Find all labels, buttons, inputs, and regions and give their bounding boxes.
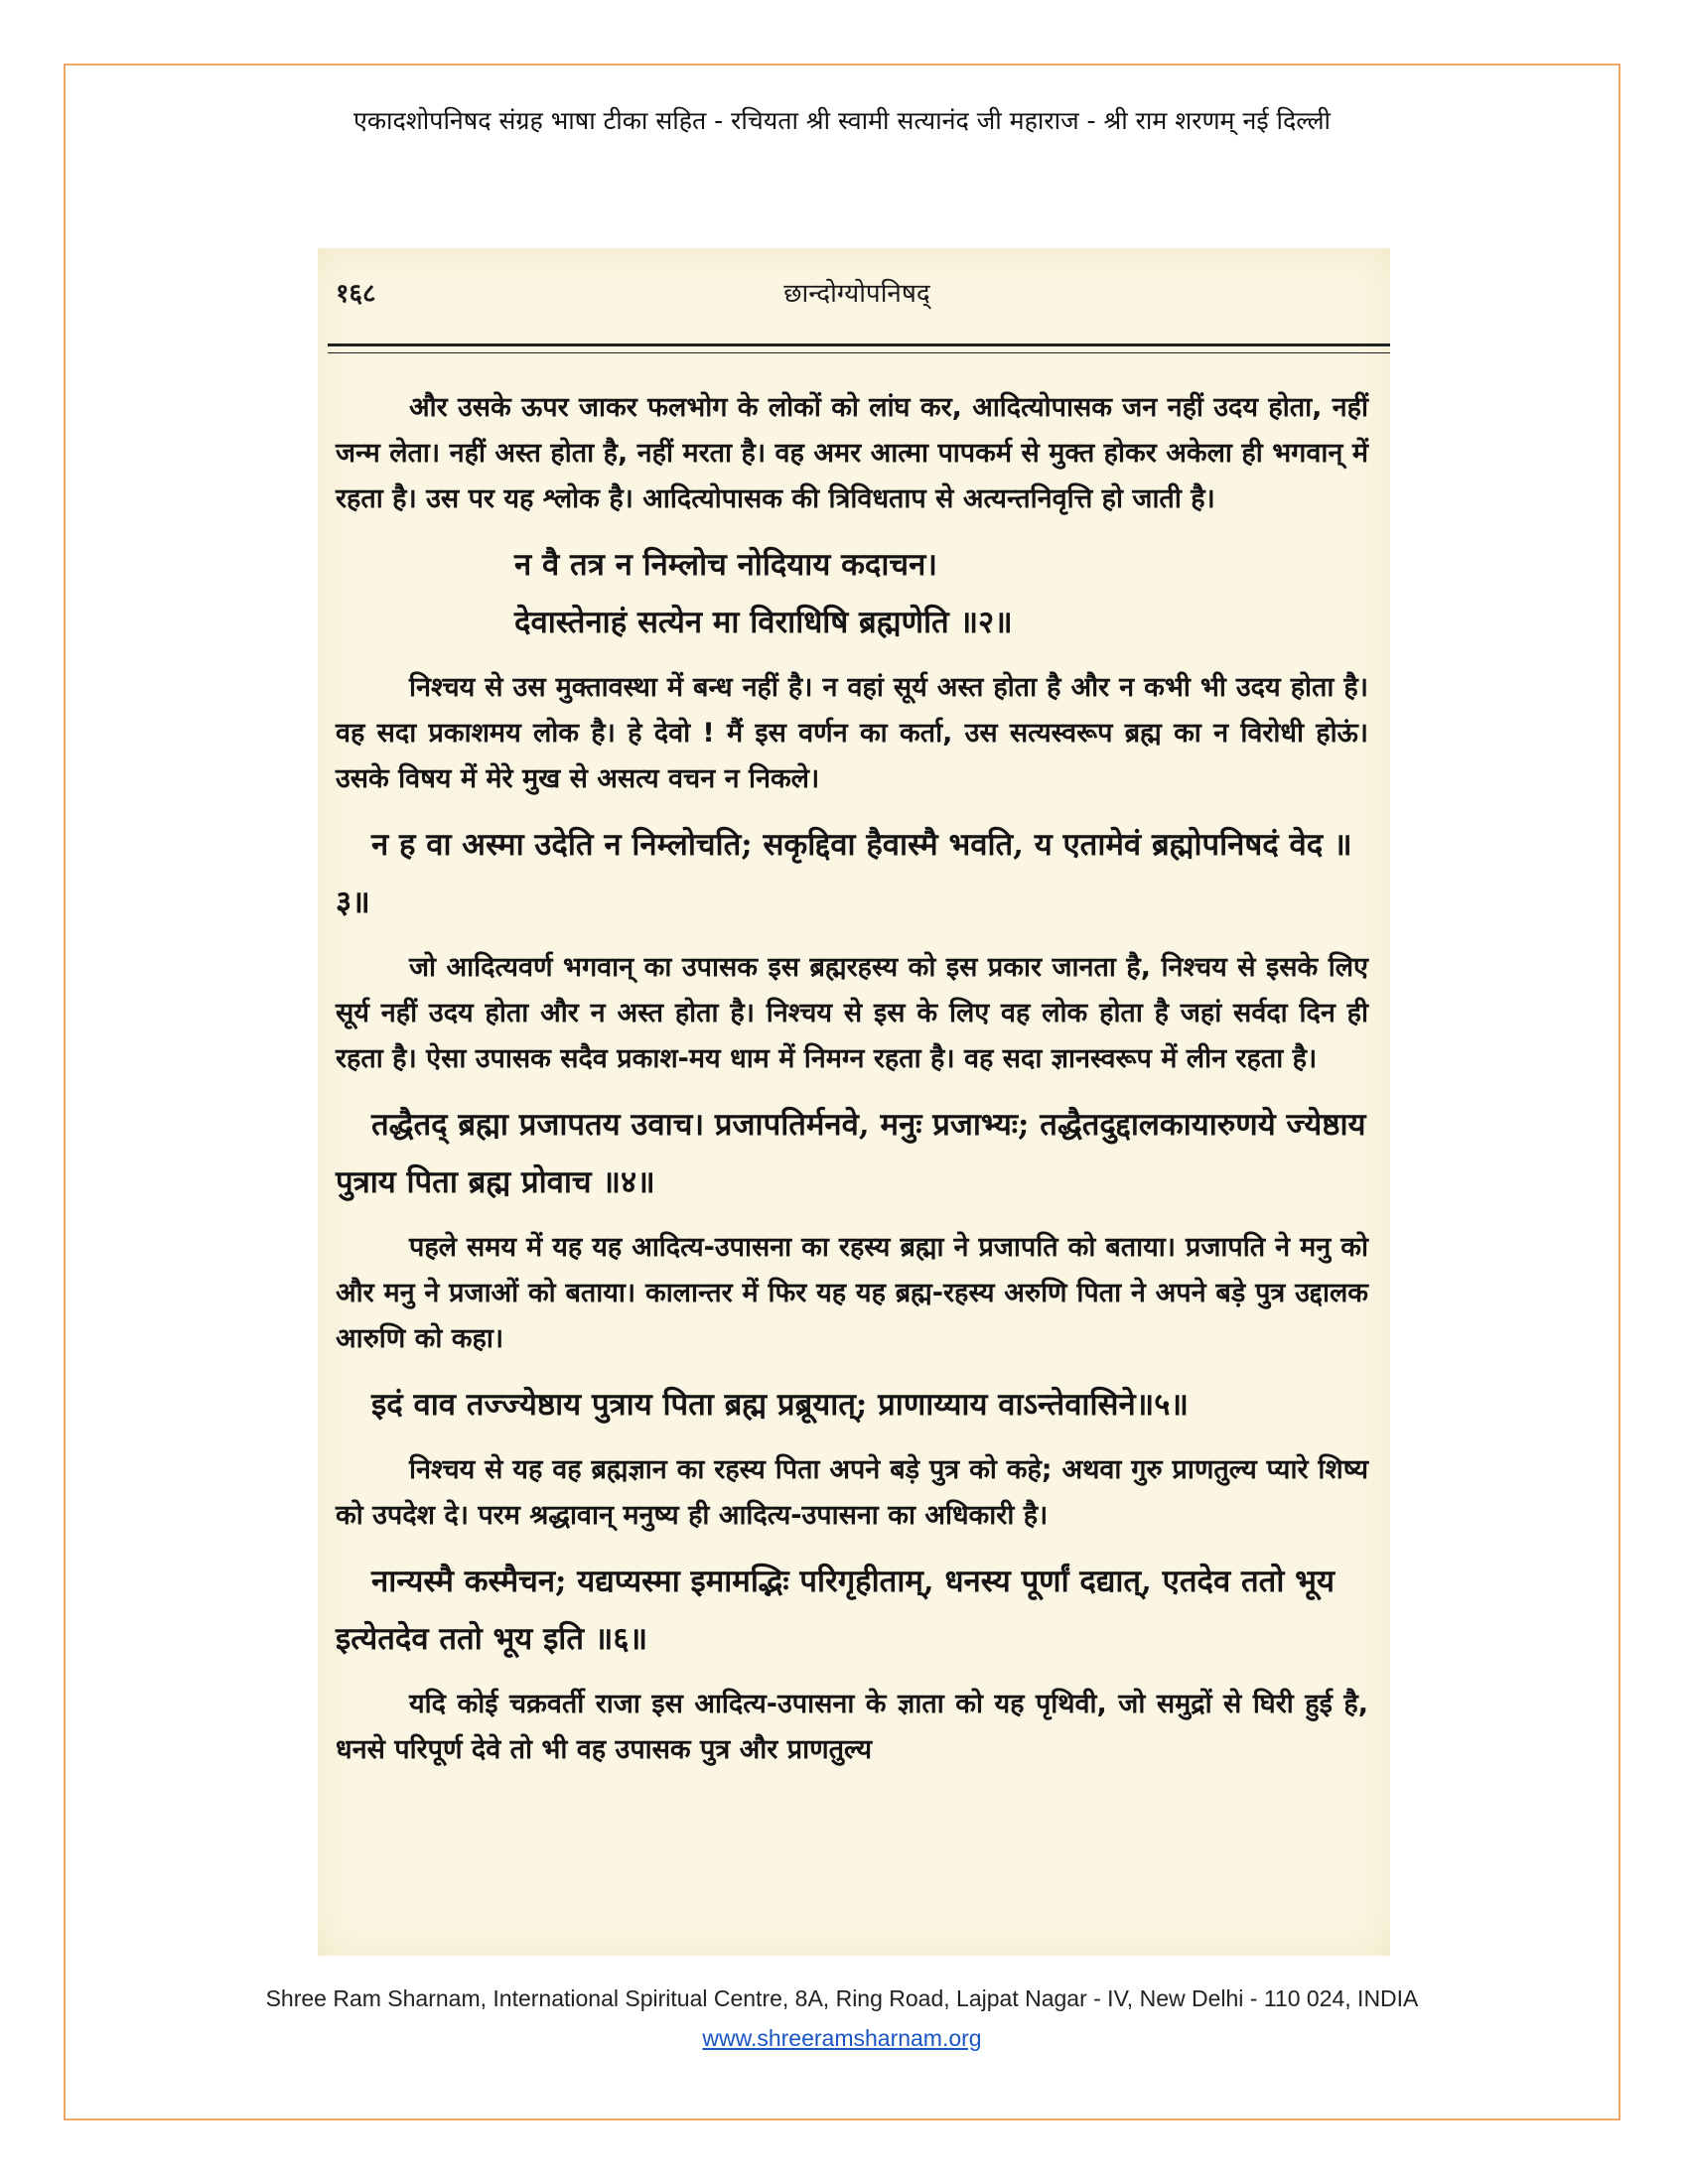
verse-line: देवास्तेनाहं सत्येन मा विराधिषि ब्रह्मणेति ॥२॥ [514, 605, 1013, 640]
verse-line: तद्धैतद् ब्रह्मा प्रजापतय उवाच। प्रजापतिर्मनवे, मनुः प्रजाभ्यः; तद्धैतदुद्दालकायारुणये ज्येष्ठाय पुत्राय पिता ब्रह्म प्रोवाच ॥४॥ [336, 1107, 1366, 1200]
commentary-paragraph: निश्चय से यह वह ब्रह्मज्ञान का रहस्य पिता अपने बड़े पुत्र को कहे; अथवा गुरु प्राणतुल्य प्यारे शिष्य को उपदेश दे। परम श्रद्धावान् मनुष्य ही आदित्य-उपासना का अधिकारी है। [336, 1454, 1368, 1531]
verse-line: नान्यस्मै कस्मैचन; यद्यप्यस्मा इमामद्भिः परिगृहीताम्, धनस्य पूर्णां दद्यात्, एतदेव ततो भूय इत्येतदेव ततो भूय इति ॥६॥ [336, 1564, 1335, 1657]
commentary-paragraph: पहले समय में यह यह आदित्य-उपासना का रहस्य ब्रह्मा ने प्रजापति को बताया। प्रजापति ने मनु को और मनु ने प्रजाओं को बताया। कालान्तर में फिर यह यह ब्रह्म-रहस्य अरुणि पिता ने अपने बड़े पुत्र उद्दालक आरुणि को कहा। [336, 1232, 1368, 1354]
page-body [336, 385, 1368, 1787]
website-link[interactable]: www.shreeramsharnam.org [702, 2025, 982, 2051]
header-rule [328, 343, 1390, 353]
verse-line: इदं वाव तज्ज्येष्ठाय पुत्राय पिता ब्रह्म प्रब्रूयात्; प्राणाय्याय वाऽन्तेवासिने॥५॥ [371, 1387, 1189, 1423]
page-number: १६८ [336, 279, 376, 309]
commentary-paragraph: निश्चय से उस मुक्तावस्था में बन्ध नहीं है। न वहां सूर्य अस्त होता है और न कभी भी उदय होता है। वह सदा प्रकाशमय लोक है। हे देवो ! मैं इस वर्णन का कर्ता, उस सत्यस्वरूप ब्रह्म का न विरोधी होऊं। उसके विषय में मेरे मुख से असत्य वचन न निकले। [336, 672, 1368, 794]
footer-address: Shree Ram Sharnam, International Spiritual Centre, 8A, Ring Road, Lajpat Nagar - IV, New Delhi - 110 024, INDIA [265, 1985, 1419, 2011]
running-title: छान्दोग्योपनिषद् [783, 279, 930, 309]
document-header: एकादशोपनिषद संग्रह भाषा टीका सहित - रचियता श्री स्वामी सत्यानंद जी महाराज - श्री राम शरणम् नई दिल्ली [353, 106, 1331, 135]
commentary-paragraph: यदि कोई चक्रवर्ती राजा इस आदित्य-उपासना के ज्ञाता को यह पृथिवी, जो समुद्रों से घिरी हुई है, धनसे परिपूर्ण देवे तो भी वह उपासक पुत्र और प्राणतुल्य [336, 1689, 1368, 1765]
commentary-paragraph: जो आदित्यवर्ण भगवान् का उपासक इस ब्रह्मरहस्य को इस प्रकार जानता है, निश्चय से इसके लिए सूर्य नहीं उदय होता और न अस्त होता है। निश्चय से इस के लिए वह लोक होता है जहां सर्वदा दिन ही रहता है। ऐसा उपासक सदैव प्रकाश-मय धाम में निमग्न रहता है। वह सदा ज्ञानस्वरूप में लीन रहता है। [336, 952, 1368, 1074]
verse-line: न वै तत्र न निम्लोच नोदियाय कदाचन। [514, 547, 938, 583]
commentary-paragraph: और उसके ऊपर जाकर फलभोग के लोकों को लांघ कर, आदित्योपासक जन नहीं उदय होता, नहीं जन्म लेता। नहीं अस्त होता है, नहीं मरता है। वह अमर आत्मा पापकर्म से मुक्त होकर अकेला ही भगवान् में रहता है। उस पर यह श्लोक है। आदित्योपासक की त्रिविधताप से अत्यन्तनिवृत्ति हो जाती है। [336, 392, 1368, 514]
verse-line: न ह वा अस्मा उदेति न निम्लोचति; सकृद्दिवा हैवास्मै भवति, य एतामेवं ब्रह्मोपनिषदं वेद ॥३॥ [336, 827, 1352, 920]
scan-page-header [336, 274, 1378, 314]
